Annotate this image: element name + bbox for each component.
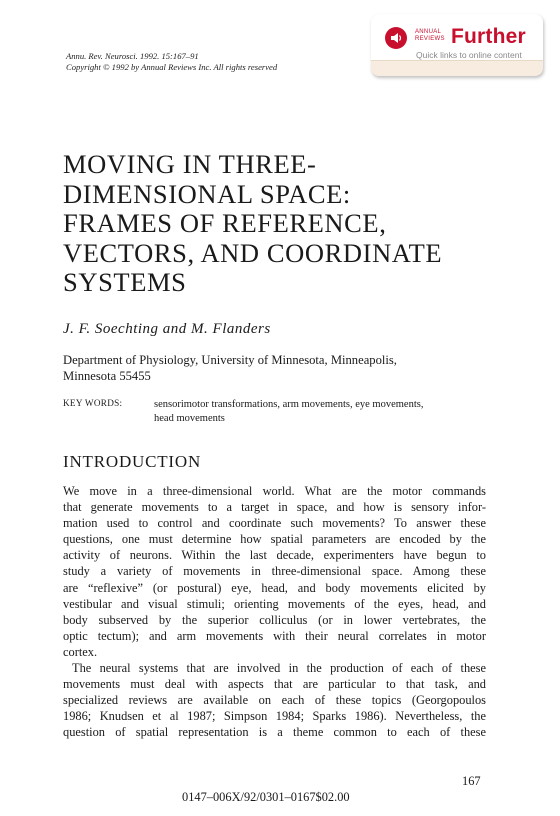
page-number: 167 <box>462 774 481 788</box>
citation-line-2: Copyright © 1992 by Annual Reviews Inc. All rights reserved <box>66 62 278 72</box>
body-line: 1986; Knudsen et al 1987; Simpson 1984; Sparks 1986). Nevertheless, the <box>63 709 486 724</box>
body-line: cortex. <box>63 644 98 659</box>
title-line: VECTORS, AND COORDINATE <box>63 237 443 268</box>
body-line: We move in a three-dimensional world. What are the motor commands <box>63 484 486 498</box>
body-line: movements must deal with aspects that are particular to that task, and <box>63 677 486 692</box>
speaker-icon <box>385 27 407 49</box>
keywords-label: KEY WORDS: <box>63 398 123 408</box>
article-code: 0147–006X/92/0301–0167$02.00 <box>182 790 350 804</box>
body-line: specialized reviews are available on each of these topics (Georgopoulos <box>63 693 486 708</box>
title-line: SYSTEMS <box>63 267 187 297</box>
body-line: are “reflexive” (or postural) eye, head, and body movements elicited by <box>63 580 486 595</box>
article-title <box>63 150 503 298</box>
annual-reviews-logo-text: ANNUAL REVIEWS <box>415 29 445 42</box>
body-line: The neural systems that are involved in the production of each of these <box>72 661 486 676</box>
body-line: optic tectum); and arm movements with their neural correlates in motor <box>63 628 486 643</box>
title-line: FRAMES OF REFERENCE, <box>63 208 387 238</box>
body-line: vestibular and visual stimuli; orienting movements of the eyes, head, and <box>63 596 486 611</box>
further-label: Further <box>451 25 526 48</box>
body-line: question of spatial representation is a theme common to each of these <box>63 725 486 740</box>
body-line: body subserved by the superior colliculus (or in lower vertebrates, the <box>63 612 486 627</box>
body-line: mation used to control and coordinate such movements? To answer these <box>63 516 486 531</box>
keywords-line: head movements <box>154 412 225 424</box>
introduction-body <box>63 483 486 741</box>
title-line: MOVING IN THREE- <box>63 149 317 179</box>
keywords-list <box>154 398 423 425</box>
quick-links-link[interactable]: Quick links to online content <box>416 50 522 60</box>
article-authors: J. F. Soechting and M. Flanders <box>63 321 271 337</box>
author-affiliation <box>63 352 397 384</box>
citation-line-1: Annu. Rev. Neurosci. 1992. 15:167–91 <box>66 51 199 61</box>
body-line: that generate movements to a target in space, and how is sensory infor- <box>63 500 486 515</box>
body-line: study a variety of movements in three-dimensional space. Among these <box>63 564 486 579</box>
affiliation-line: Minnesota 55455 <box>63 369 151 383</box>
section-heading-introduction: INTRODUCTION <box>63 452 202 471</box>
body-line: activity of neurons. Within the last decade, experimenters have begun to <box>63 548 486 563</box>
body-line: questions, one must determine how spatial parameters are encoded by the <box>63 532 486 547</box>
journal-citation <box>66 51 277 73</box>
affiliation-line: Department of Physiology, University of Minnesota, Minneapolis, <box>63 353 397 367</box>
further-badge[interactable] <box>371 14 543 76</box>
title-line: DIMENSIONAL SPACE: <box>63 178 351 209</box>
keywords-line: sensorimotor transformations, arm movements, eye movements, <box>154 399 424 410</box>
